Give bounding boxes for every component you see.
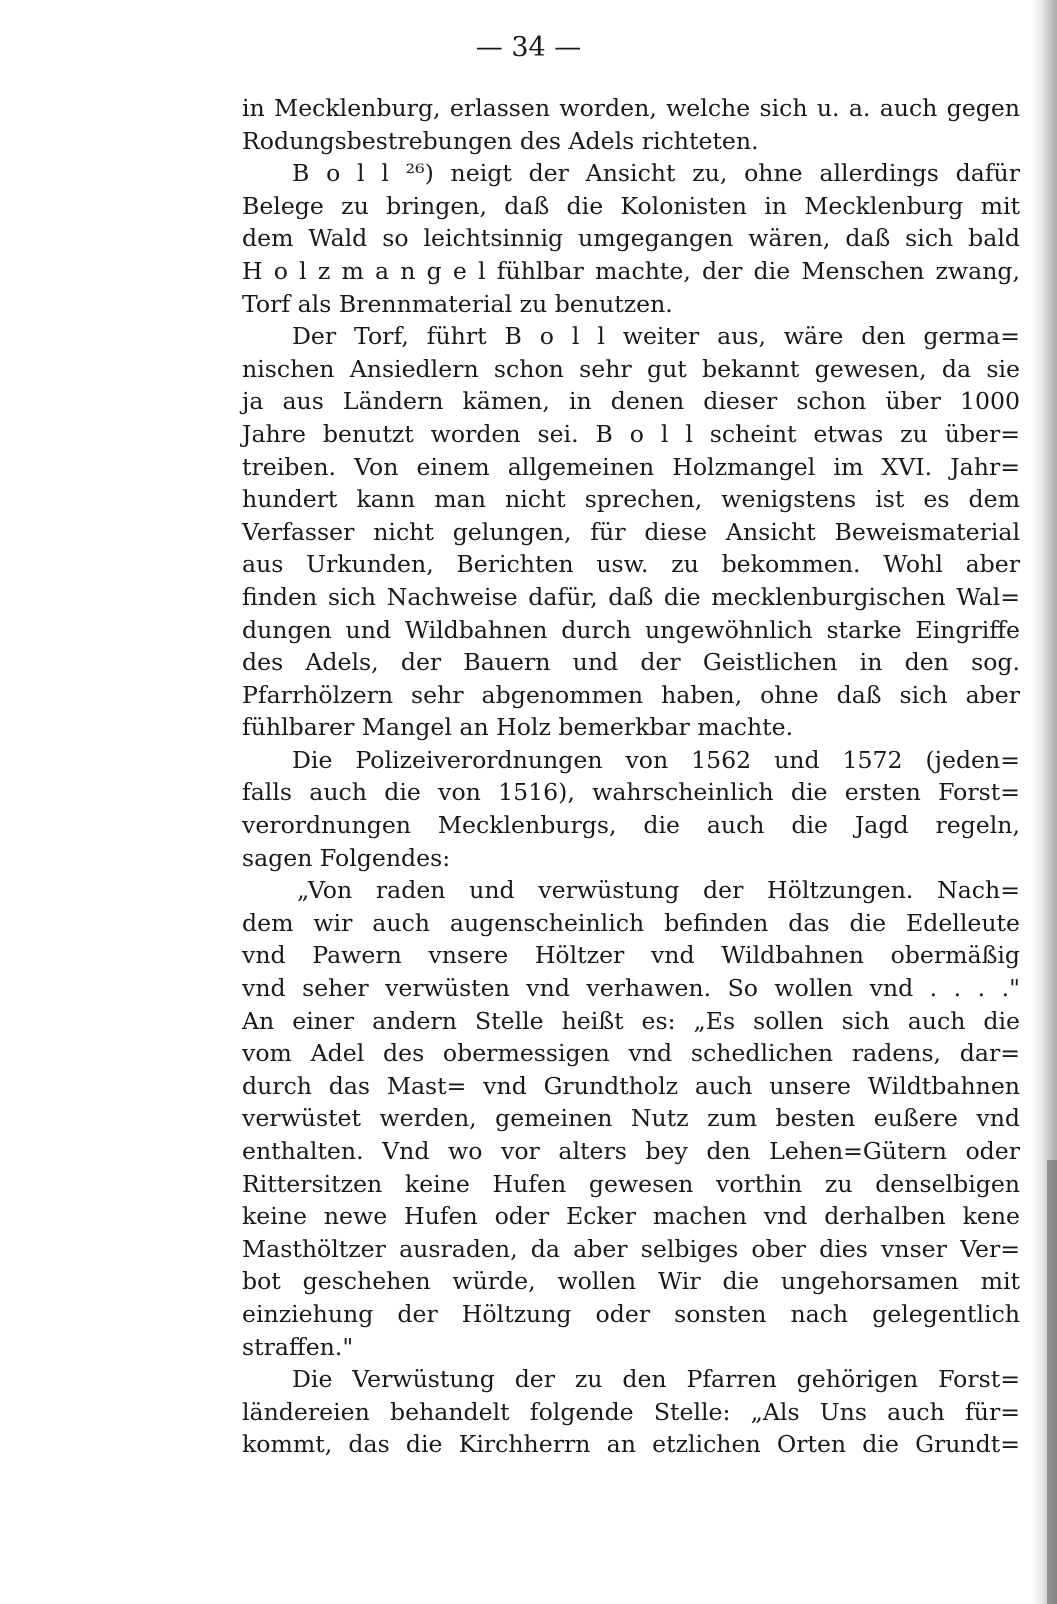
text-line: dem Wald so leichtsinnig umgegangen wären, daß sich bald [242,224,1020,253]
text-line: falls auch die von 1516), wahrscheinlich die ersten Forst= [242,778,1020,807]
body-text [242,92,1020,1461]
quote-line: enthalten. Vnd wo vor alters bey den Lehen=Gütern oder [242,1137,1020,1165]
quote-line: vnd Pawern vnsere Höltzer vnd Wildbahnen obermäßig [242,941,1020,970]
text-line: Torf als Brennmaterial zu benutzen. [242,289,673,318]
text-line: ländereien behandelt folgende Stelle: „Als Uns auch für= [242,1397,1020,1426]
quote-line: keine newe Hufen oder Ecker machen vnd derhalben kene [242,1202,1020,1231]
text-line: ja aus Ländern kämen, in denen dieser schon über 1000 [242,387,1020,416]
quote-line: vnd seher verwüsten vnd verhawen. So wollen vnd . . . ." [242,974,1020,1003]
quote-line: durch das Mast= vnd Grundtholz auch unsere Wildtbahnen [242,1071,1020,1100]
text-line: H o l z m a n g e l fühlbar machte, der die Menschen zwang, [242,256,1020,285]
quote-line: bot geschehen würde, wollen Wir die ungehorsamen mit [242,1267,1020,1296]
text-line: Belege zu bringen, daß die Kolonisten in Mecklenburg mit [242,191,1020,220]
quote-line: „Von raden und verwüstung der Höltzungen. Nach= [297,876,1020,905]
text-line: Pfarrhölzern sehr abgenommen haben, ohne daß sich aber [242,680,1020,709]
quote-line: einziehung der Höltzung oder sonsten nach gelegentlich [242,1299,1020,1328]
text-line: Rodungsbestrebungen des Adels richteten. [242,126,759,155]
quote-line: verwüstet werden, gemeinen Nutz zum besten eußere vnd [242,1104,1020,1133]
text-line: hundert kann man nicht sprechen, wenigstens ist es dem [242,485,1020,514]
quote-line: dem wir auch augenscheinlich befinden das die Edelleute [242,908,1020,937]
text-line: Verfasser nicht gelungen, für diese Ansicht Beweismaterial [242,517,1020,546]
quote-line: straffen." [242,1332,354,1361]
text-line: des Adels, der Bauern und der Geistlichen in den sog. [242,648,1020,677]
text-line: B o l l ²⁶) neigt der Ansicht zu, ohne allerdings dafür [292,159,1020,188]
text-line: Der Torf, führt B o l l weiter aus, wäre den germa= [292,322,1020,351]
page-edge-dark [1047,1160,1057,1604]
text-line: finden sich Nachweise dafür, daß die mecklenburgischen Wal= [242,582,1020,611]
text-line: fühlbarer Mangel an Holz bemerkbar machte. [242,713,794,742]
text-line: aus Urkunden, Berichten usw. zu bekommen. Wohl aber [242,550,1020,579]
text-line: dungen und Wildbahnen durch ungewöhnlich starke Eingriffe [242,615,1020,644]
text-line: An einer andern Stelle heißt es: „Es sollen sich auch die [242,1006,1020,1035]
text-line: Die Verwüstung der zu den Pfarren gehörigen Forst= [292,1365,1020,1394]
text-line: Jahre benutzt worden sei. B o l l scheint etwas zu über= [242,419,1020,448]
quote-line: Masthöltzer ausraden, da aber selbiges ober dies vnser Ver= [242,1234,1020,1263]
text-line: kommt, das die Kirchherrn an etzlichen Orten die Grundt= [242,1430,1020,1459]
text-line: treiben. Von einem allgemeinen Holzmangel im XVI. Jahr= [242,452,1020,481]
page-number: — 34 — [475,32,582,63]
text-line: Die Polizeiverordnungen von 1562 und 1572 (jeden= [292,745,1020,774]
quote-line: Rittersitzen keine Hufen gewesen vorthin zu denselbigen [242,1169,1020,1198]
text-line: verordnungen Mecklenburgs, die auch die Jagd regeln, [242,811,1020,840]
quote-line: vom Adel des obermessigen vnd schedlichen radens, dar= [242,1039,1020,1068]
text-line: sagen Folgendes: [242,843,451,872]
text-line: nischen Ansiedlern schon sehr gut bekannt gewesen, da sie [242,354,1020,383]
text-line: in Mecklenburg, erlassen worden, welche sich u. a. auch gegen [242,94,1020,122]
